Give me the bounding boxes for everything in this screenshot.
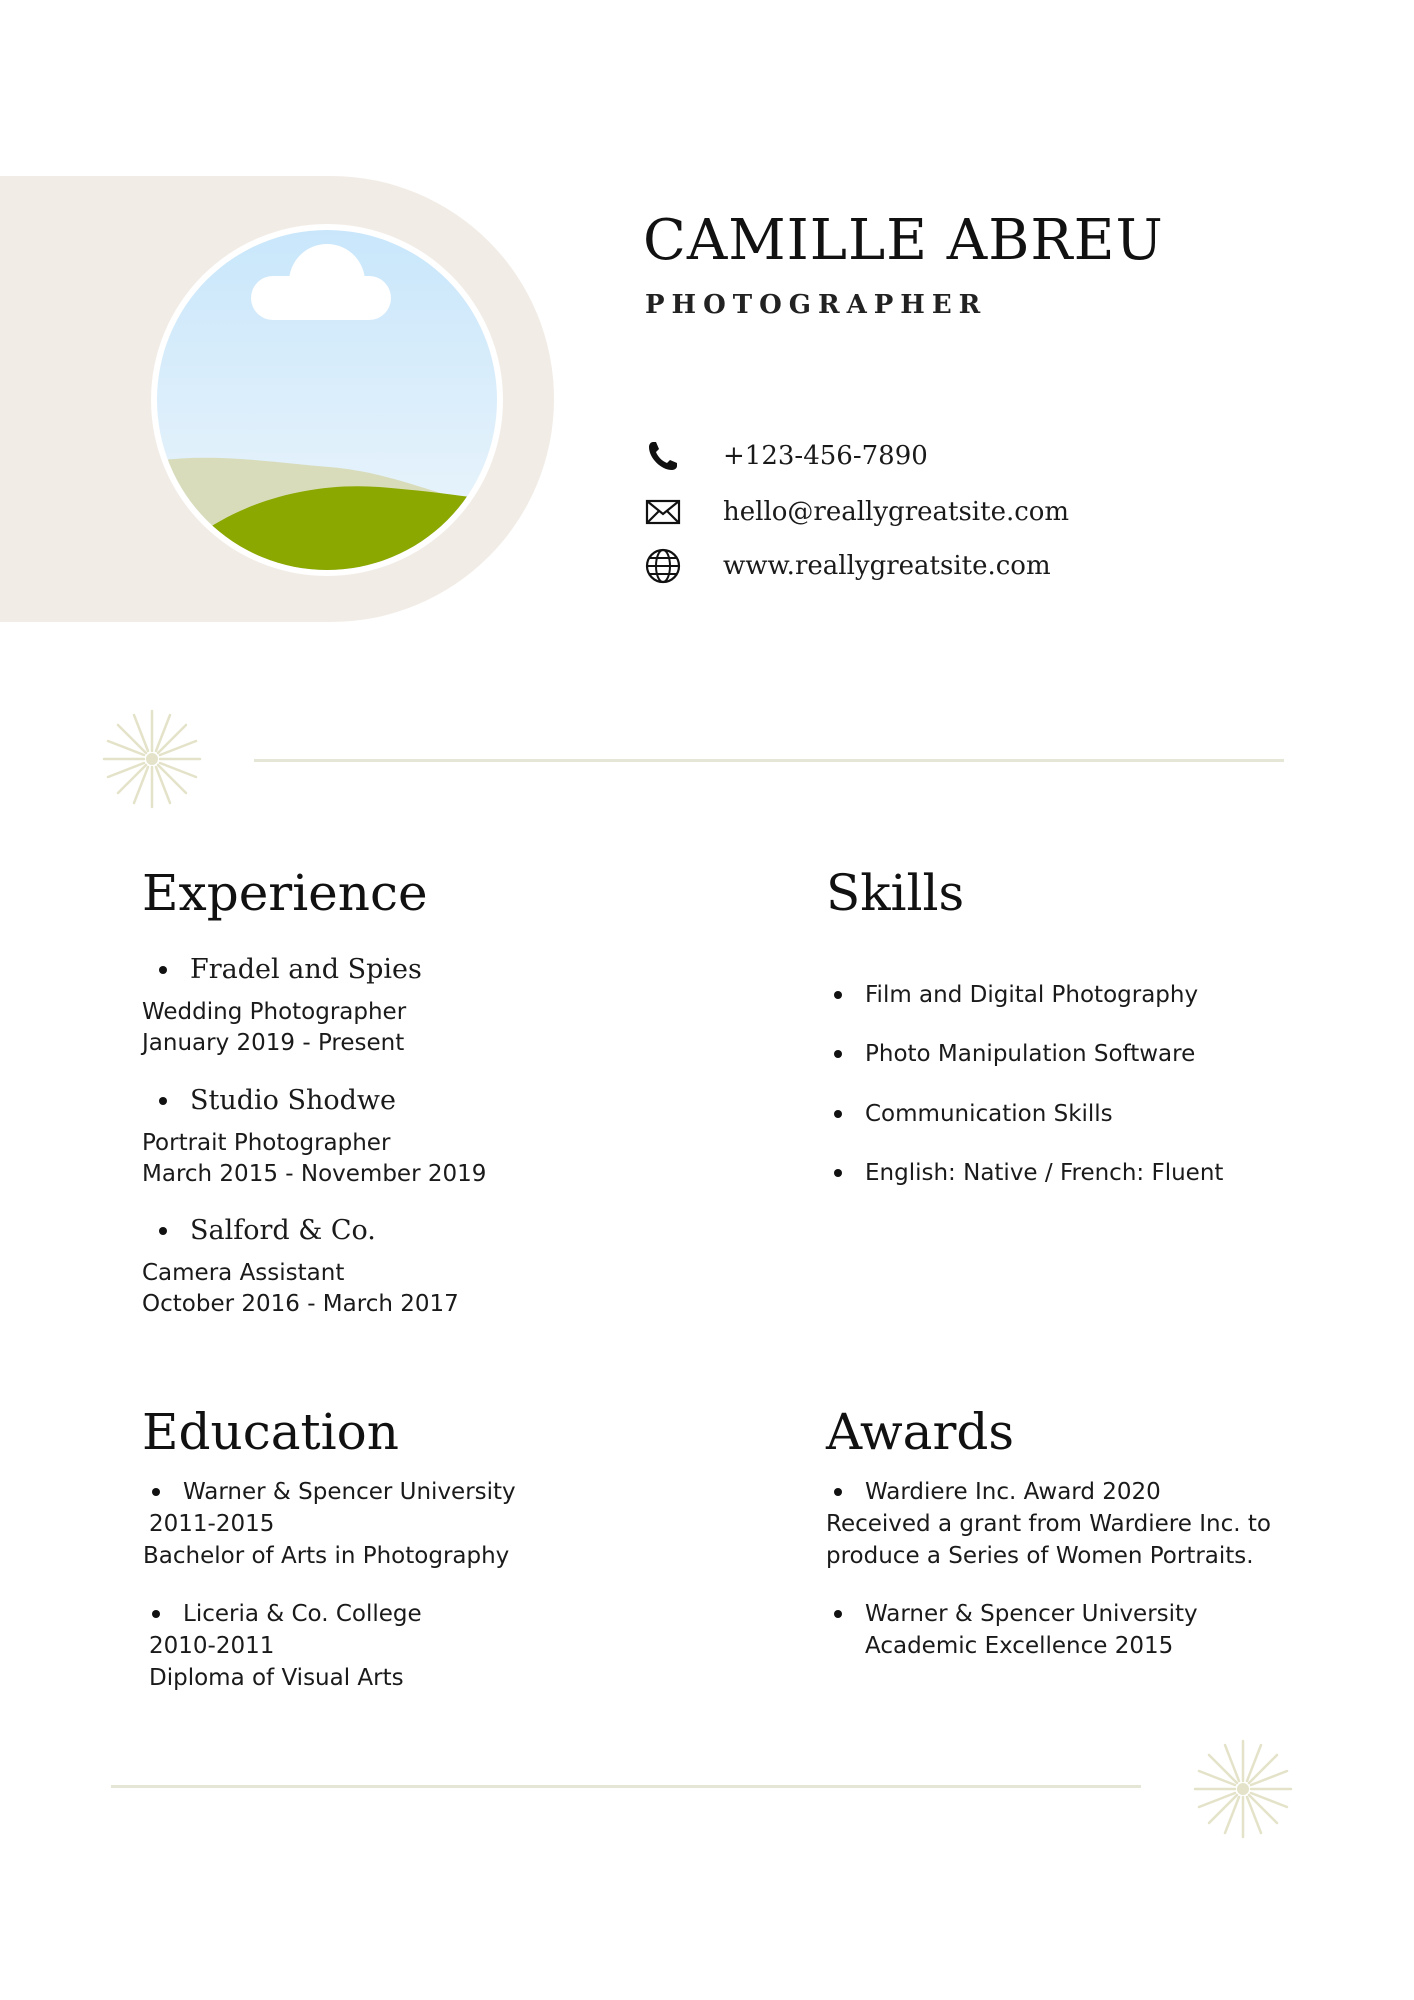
experience-title: Experience [142, 864, 428, 922]
education-degree: Diploma of Visual Arts [149, 1665, 404, 1691]
education-years: 2010-2011 [149, 1633, 275, 1659]
skills-title: Skills [826, 864, 965, 922]
skill-item: Film and Digital Photography [865, 979, 1198, 1011]
experience-dates: March 2015 - November 2019 [142, 1161, 487, 1187]
experience-company: Salford & Co. [190, 1213, 376, 1249]
education-degree: Bachelor of Arts in Photography [143, 1543, 510, 1569]
award-description: Received a grant from Wardiere Inc. to [826, 1511, 1271, 1537]
contact-phone [643, 434, 928, 478]
award-name: Wardiere Inc. Award 2020 [865, 1476, 1161, 1508]
candidate-title: PHOTOGRAPHER [645, 290, 988, 320]
education-school: Warner & Spencer University [183, 1476, 516, 1508]
contact-website [643, 544, 1051, 588]
skill-item: Photo Manipulation Software [865, 1038, 1195, 1070]
phone-text[interactable]: +123-456-7890 [723, 441, 928, 471]
experience-role: Camera Assistant [142, 1260, 345, 1286]
phone-icon [643, 436, 683, 476]
experience-company: Studio Shodwe [190, 1083, 396, 1119]
award-name-continued: Academic Excellence 2015 [865, 1633, 1174, 1659]
section-divider-top [254, 759, 1284, 762]
experience-dates: January 2019 - Present [142, 1030, 405, 1056]
globe-icon [643, 546, 683, 586]
awards-title: Awards [826, 1403, 1015, 1461]
experience-role: Portrait Photographer [142, 1130, 391, 1156]
experience-role: Wedding Photographer [142, 999, 407, 1025]
experience-company: Fradel and Spies [190, 952, 422, 988]
education-years: 2011-2015 [149, 1511, 275, 1537]
contact-email [643, 490, 1070, 534]
award-description: produce a Series of Women Portraits. [826, 1543, 1254, 1569]
sun-ornament-icon [100, 707, 204, 811]
sun-ornament-icon [1191, 1737, 1295, 1841]
skill-item: English: Native / French: Fluent [865, 1157, 1223, 1189]
education-title: Education [142, 1403, 399, 1461]
profile-photo [149, 222, 505, 578]
candidate-name: CAMILLE ABREU [643, 208, 1164, 273]
mail-icon [643, 492, 683, 532]
section-divider-bottom [111, 1785, 1141, 1788]
email-text[interactable]: hello@reallygreatsite.com [723, 497, 1070, 527]
skill-item: Communication Skills [865, 1098, 1113, 1130]
experience-dates: October 2016 - March 2017 [142, 1291, 459, 1317]
website-text[interactable]: www.reallygreatsite.com [723, 551, 1051, 581]
education-school: Liceria & Co. College [183, 1598, 422, 1630]
award-name: Warner & Spencer University [865, 1598, 1198, 1630]
